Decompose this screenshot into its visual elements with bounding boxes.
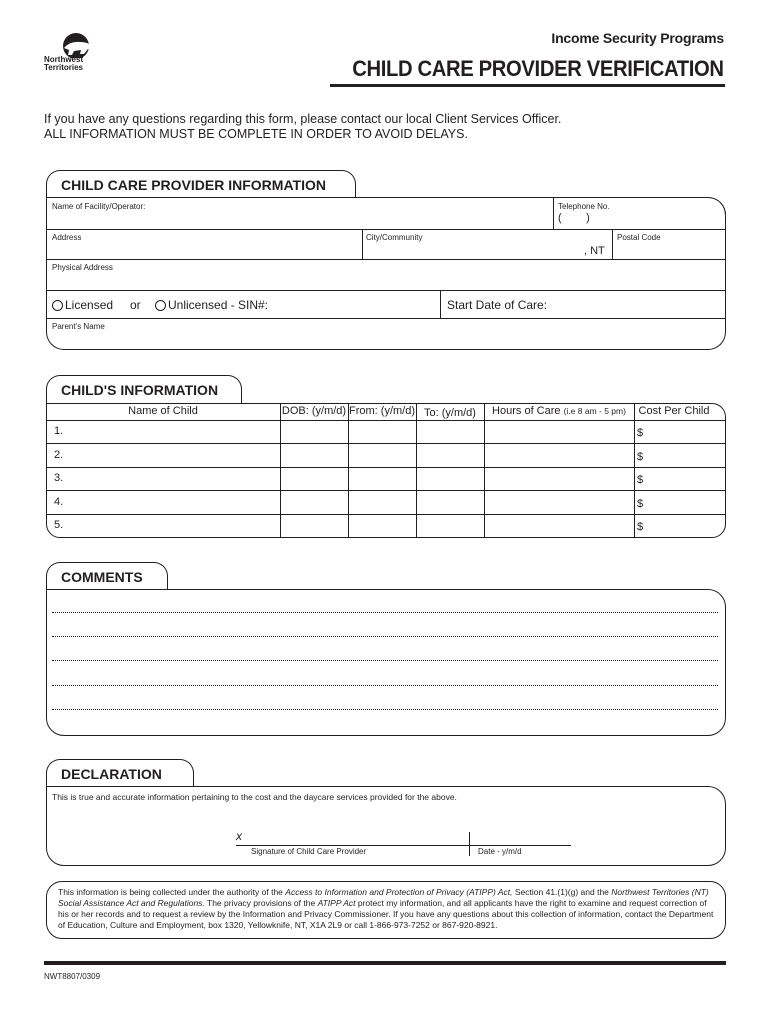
- col-to: To: (y/m/d): [424, 407, 476, 419]
- form-title: CHILD CARE PROVIDER VERIFICATION: [352, 56, 724, 81]
- col-divider: [484, 403, 485, 538]
- currency-symbol: $: [637, 521, 644, 533]
- currency-symbol: $: [637, 451, 644, 463]
- divider: [46, 290, 726, 291]
- section-tab-comments: [46, 562, 168, 590]
- title-rule: [330, 84, 725, 87]
- privacy-act-name: Access to Information and Protection of Privacy (ATIPP) Act,: [285, 887, 513, 897]
- postal-code-field[interactable]: [617, 243, 717, 259]
- row-divider: [46, 514, 726, 515]
- col-hours: [484, 405, 634, 417]
- section-title-comments: COMMENTS: [61, 569, 143, 585]
- form-code: NWT8807/0309: [44, 972, 101, 981]
- privacy-text: The privacy provisions of the: [204, 898, 318, 908]
- physical-address-label: Physical Address: [52, 263, 113, 272]
- logo-text: Northwest Territories: [44, 55, 84, 72]
- intro-line-2: ALL INFORMATION MUST BE COMPLETE IN ORDER TO AVOID DELAYS.: [44, 127, 468, 141]
- divider: [612, 229, 613, 259]
- row-divider: [46, 490, 726, 491]
- provider-corner: [700, 197, 726, 217]
- row-number: 4.: [54, 496, 64, 508]
- signature-line: [236, 845, 571, 846]
- col-dob: DOB: (y/m/d): [281, 405, 347, 417]
- child-table: [46, 403, 726, 538]
- unlicensed-option[interactable]: [155, 298, 268, 312]
- comment-line: [52, 709, 718, 710]
- section-tab-declaration: [46, 759, 194, 787]
- unlicensed-radio[interactable]: [155, 300, 166, 311]
- row-number: 5.: [54, 519, 64, 531]
- date-field[interactable]: [474, 826, 570, 844]
- section-title-child: CHILD'S INFORMATION: [61, 382, 219, 398]
- unlicensed-label: Unlicensed - SIN#:: [168, 298, 269, 312]
- row-divider: [46, 443, 726, 444]
- col-divider: [348, 403, 349, 538]
- comment-line: [52, 636, 718, 637]
- address-field[interactable]: [50, 243, 355, 259]
- licensed-label: Licensed: [65, 298, 114, 312]
- currency-symbol: $: [637, 427, 644, 439]
- section-tab-child: [46, 375, 242, 403]
- telephone-label: Telephone No.: [558, 202, 610, 211]
- privacy-notice: [58, 887, 714, 931]
- divider: [362, 229, 363, 259]
- provider-top-line: [46, 197, 710, 198]
- divider: [46, 318, 726, 319]
- col-divider: [416, 403, 417, 538]
- row-number: 1.: [54, 425, 64, 437]
- currency-symbol: $: [637, 498, 644, 510]
- divider: [440, 290, 441, 318]
- city-label: City/Community: [366, 233, 423, 242]
- divider: [46, 259, 726, 260]
- col-cost: Cost Per Child: [638, 405, 710, 417]
- start-date-label: Start Date of Care:: [447, 298, 548, 312]
- row-number: 2.: [54, 449, 64, 461]
- intro-line-1: If you have any questions regarding this form, please contact our local Client Services Officer.: [44, 112, 562, 126]
- footer-rule: [44, 961, 726, 965]
- department-name: Income Security Programs: [551, 30, 724, 46]
- signature-field[interactable]: [246, 826, 464, 844]
- date-label: Date - y/m/d: [478, 847, 522, 856]
- postal-code-label: Postal Code: [617, 233, 661, 242]
- city-field[interactable]: [366, 243, 576, 259]
- intro-text: [44, 112, 561, 142]
- divider: [469, 832, 470, 856]
- facility-name-field[interactable]: [50, 212, 550, 228]
- currency-symbol: $: [637, 474, 644, 486]
- comment-line: [52, 685, 718, 686]
- signature-label: Signature of Child Care Provider: [251, 847, 367, 856]
- gnwt-logo: [44, 32, 104, 80]
- col-hours-hint: (i.e 8 am - 5 pm): [563, 406, 626, 416]
- sin-field[interactable]: [280, 296, 430, 312]
- or-label: or: [130, 298, 141, 312]
- header-divider: [46, 420, 726, 421]
- parent-name-field[interactable]: [50, 332, 710, 346]
- facility-name-label: Name of Facility/Operator:: [52, 202, 146, 211]
- privacy-act-name: Northwest Territories (NT) Social Assistance Act and Regulations.: [58, 887, 709, 908]
- telephone-field[interactable]: ( ): [558, 212, 590, 224]
- section-title-provider: CHILD CARE PROVIDER INFORMATION: [61, 177, 326, 193]
- signature-x-mark: x: [236, 829, 242, 843]
- privacy-text: Section 41.(1)(g) and the: [512, 887, 612, 897]
- section-title-declaration: DECLARATION: [61, 766, 162, 782]
- section-tab-provider: [46, 170, 356, 198]
- address-label: Address: [52, 233, 82, 242]
- col-name-of-child: Name of Child: [128, 405, 198, 417]
- col-divider: [634, 403, 635, 538]
- comment-line: [52, 660, 718, 661]
- licensed-radio[interactable]: [52, 300, 63, 311]
- privacy-text: This information is being collected under the authority of the: [58, 887, 286, 897]
- comment-line: [52, 612, 718, 613]
- row-number: 3.: [54, 472, 64, 484]
- physical-address-field[interactable]: [50, 273, 720, 289]
- parent-name-label: Parent’s Name: [52, 322, 105, 331]
- col-hours-label: Hours of Care: [492, 405, 561, 417]
- start-date-field[interactable]: [550, 296, 715, 312]
- divider: [46, 229, 726, 230]
- col-divider: [280, 403, 281, 538]
- declaration-statement: This is true and accurate information pertaining to the cost and the daycare services provided for the above.: [52, 792, 457, 802]
- nt-suffix: , NT: [584, 245, 605, 257]
- licensed-option[interactable]: [52, 298, 113, 312]
- privacy-act-name: ATIPP Act: [317, 898, 356, 908]
- row-divider: [46, 467, 726, 468]
- col-from: From: (y/m/d): [349, 405, 415, 417]
- divider: [553, 197, 554, 229]
- privacy-text: protect my information, and all applicants have the right to examine and request correction of his or her records and to request a review by the Information and Privacy Commissioner. If you have any questions about this collection of information, contact the Department of Education, Culture and Employment, box 1320, Yellowknife, NT, X1A 2L9 or call 1-866-973-7252 or 867-920-8921.: [58, 898, 714, 930]
